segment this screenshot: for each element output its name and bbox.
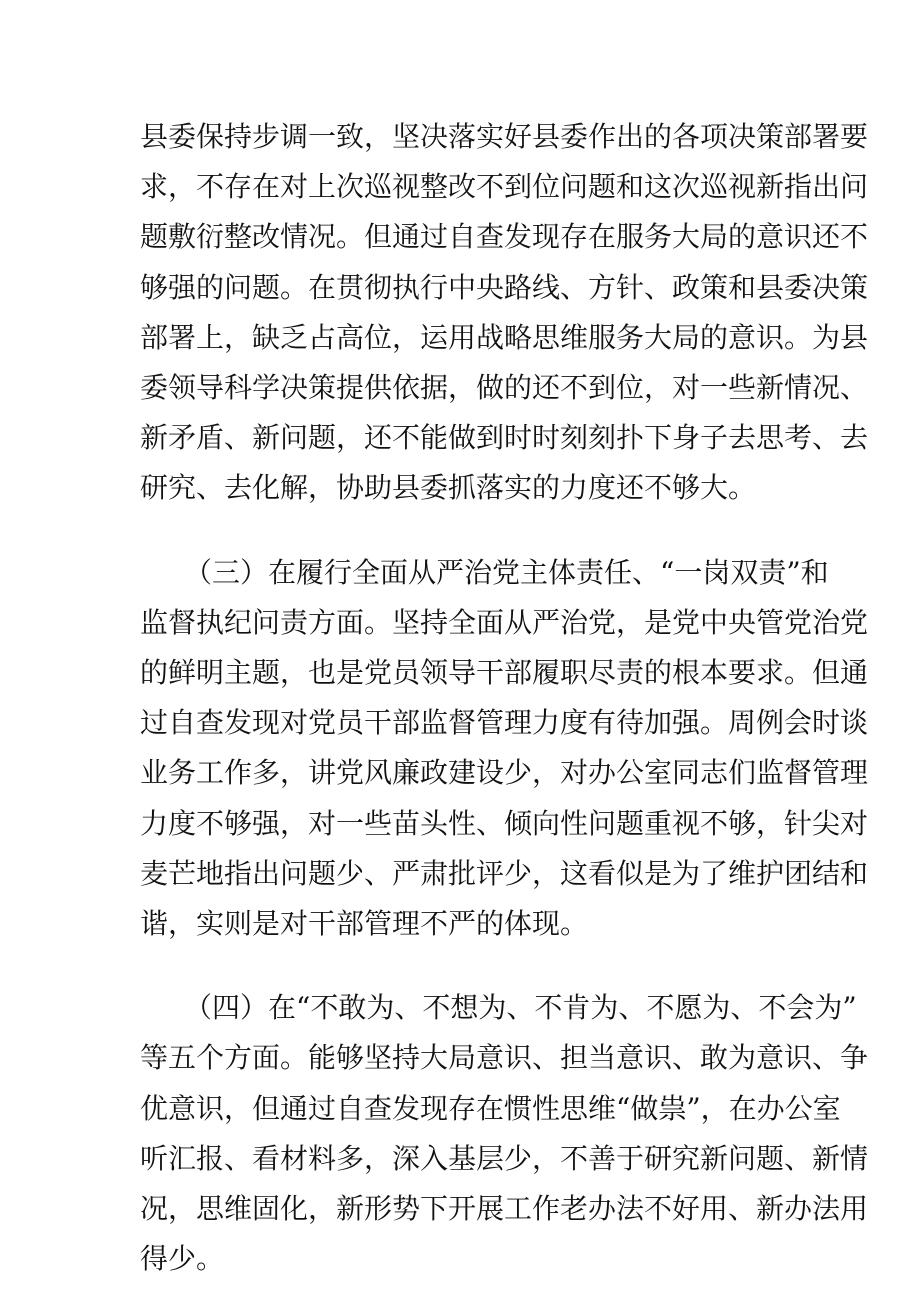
text-line: 新矛盾、新问题，还不能做到时时刻刻扑下身子去思考、去 (140, 421, 869, 455)
text-line: 得少。 (140, 1242, 225, 1276)
text-line: 部署上，缺乏占高位，运用战略思维服务大局的意识。为县 (140, 320, 869, 354)
paragraph-gap (140, 949, 785, 983)
text-line: 力度不够强，对一些苗头性、倾向性问题重视不够，针尖对 (140, 806, 869, 840)
text-line: 够强的问题。在贯彻执行中央路线、方针、政策和县委决策 (140, 270, 869, 304)
text-line: 研究、去化解，协助县委抓落实的力度还不够大。 (140, 471, 757, 505)
paragraph-gap (140, 514, 785, 548)
text-line: 业务工作多，讲党风廉政建设少，对办公室同志们监督管理 (140, 756, 869, 790)
paragraph-3 (140, 983, 869, 1284)
text-line: 谐，实则是对干部管理不严的体现。 (140, 907, 589, 941)
text-line: 麦芒地指出问题少、严肃批评少，这看似是为了维护团结和 (140, 856, 869, 890)
text-line: 委领导科学决策提供依据，做的还不到位，对一些新情况、 (140, 371, 869, 405)
text-line: （四）在“不敢为、不想为、不肯为、不愿为、不会为” (184, 991, 857, 1025)
paragraph-1 (140, 112, 869, 514)
text-line: 听汇报、看材料多，深入基层少，不善于研究新问题、新情 (140, 1141, 869, 1175)
text-line: 等五个方面。能够坚持大局意识、担当意识、敢为意识、争 (140, 1041, 869, 1075)
document-body (140, 112, 869, 1284)
text-line: 过自查发现对党员干部监督管理力度有待加强。周例会时谈 (140, 706, 869, 740)
paragraph-2 (140, 548, 869, 950)
text-line: （三）在履行全面从严治党主体责任、“一岗双责”和 (184, 555, 829, 589)
text-line: 况，思维固化，新形势下开展工作老办法不好用、新办法用 (140, 1192, 869, 1226)
text-line: 监督执纪问责方面。坚持全面从严治党，是党中央管党治党 (140, 605, 869, 639)
text-line: 求，不存在对上次巡视整改不到位问题和这次巡视新指出问 (140, 170, 869, 204)
text-line: 题敷衍整改情况。但通过自查发现存在服务大局的意识还不 (140, 220, 869, 254)
text-line: 优意识，但通过自查发现存在惯性思维“做祟”，在办公室 (140, 1091, 841, 1125)
text-line: 县委保持步调一致，坚决落实好县委作出的各项决策部署要 (140, 120, 869, 153)
text-line: 的鲜明主题，也是党员领导干部履职尽责的根本要求。但通 (140, 656, 869, 690)
